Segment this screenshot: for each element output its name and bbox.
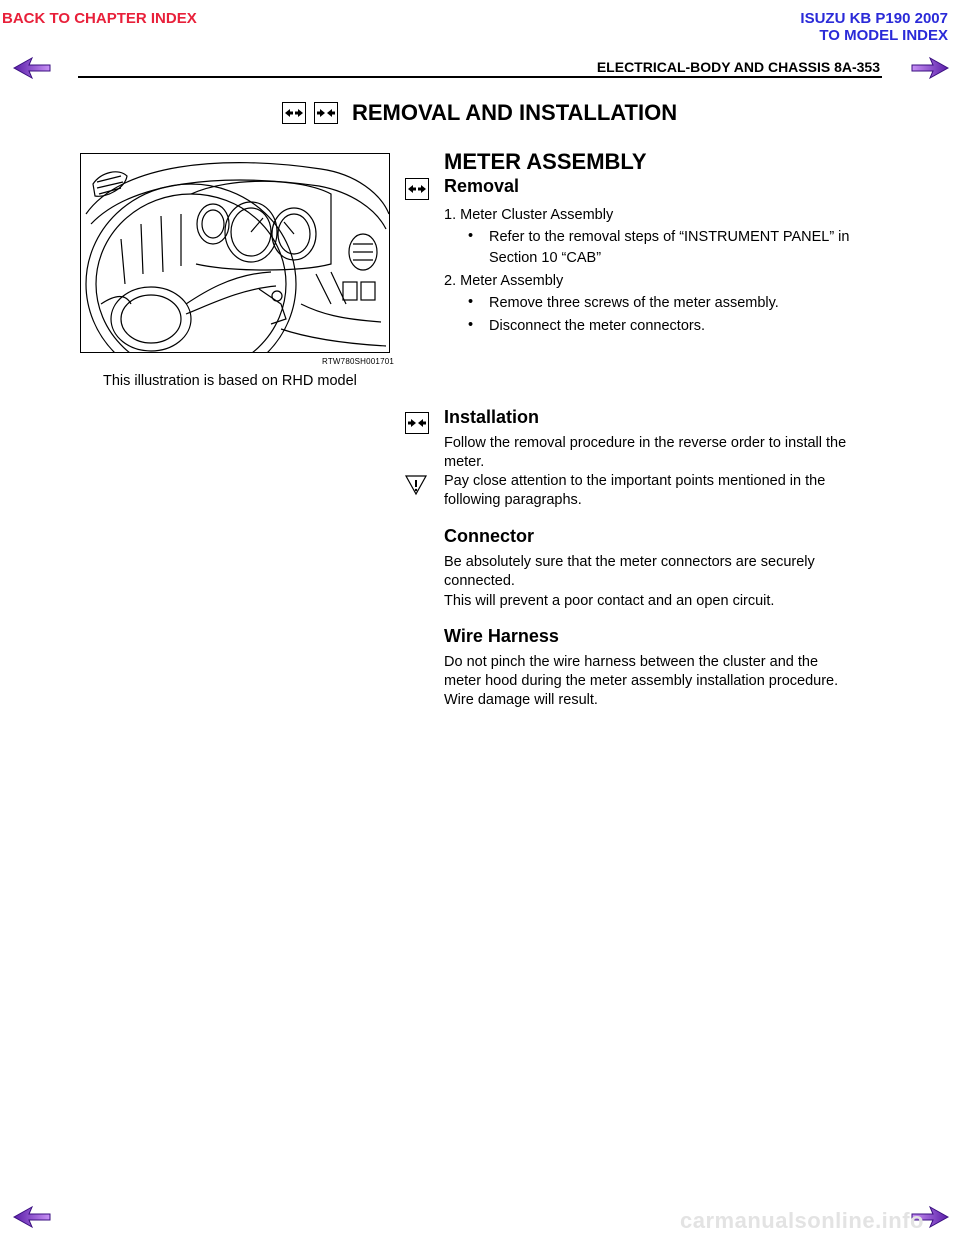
header-divider xyxy=(78,76,882,78)
main-title: REMOVAL AND INSTALLATION xyxy=(352,100,678,125)
caution-triangle-icon xyxy=(404,474,428,496)
model-line: ISUZU KB P190 2007 xyxy=(800,10,948,27)
installation-line-3: Pay close attention to the important points mentioned in the xyxy=(444,473,826,489)
installation-line-1: Follow the removal procedure in the reverse order to install the xyxy=(444,435,847,451)
watermark: carmanualsonline.info xyxy=(680,1208,924,1233)
section-header-title: ELECTRICAL-BODY AND CHASSIS 8A-353 xyxy=(596,59,880,75)
removal-step-2-bullet-1: Remove three screws of the meter assembly. xyxy=(489,295,779,311)
installation-line-2: meter. xyxy=(444,454,485,470)
removal-step-1-bullet-1-line-1: Refer to the removal steps of “INSTRUMENT PANEL” in xyxy=(489,229,850,245)
previous-page-arrow-icon[interactable] xyxy=(12,1205,52,1229)
figure-label: RTW780SH001701 xyxy=(322,357,395,366)
connector-line-3: This will prevent a poor contact and an open circuit. xyxy=(444,593,775,609)
removal-step-2-bullet-2: Disconnect the meter connectors. xyxy=(489,318,705,334)
wire-harness-line-3: Wire damage will result. xyxy=(444,692,598,708)
bullet-dot: • xyxy=(468,317,474,333)
installation-arrows-icon xyxy=(314,102,338,124)
installation-heading: Installation xyxy=(444,407,540,427)
bullet-dot: • xyxy=(468,228,474,244)
meter-assembly-illustration xyxy=(80,153,390,353)
back-to-chapter-index-link[interactable]: BACK TO CHAPTER INDEX xyxy=(2,10,197,27)
removal-step-2: 2. Meter Assembly xyxy=(444,273,564,289)
wire-harness-line-1: Do not pinch the wire harness between the cluster and the xyxy=(444,654,819,670)
wire-harness-heading: Wire Harness xyxy=(444,626,559,646)
previous-page-arrow-icon[interactable] xyxy=(12,56,52,80)
model-index-block[interactable] xyxy=(800,10,948,44)
connector-line-1: Be absolutely sure that the meter connectors are securely xyxy=(444,554,815,570)
removal-arrows-icon xyxy=(405,178,429,200)
connector-line-2: connected. xyxy=(444,573,515,589)
figure-caption: This illustration is based on RHD model xyxy=(103,373,357,389)
installation-arrows-icon xyxy=(405,412,429,434)
wire-harness-line-2: meter hood during the meter assembly installation procedure. xyxy=(444,673,839,689)
removal-step-1-bullet-1-line-2: Section 10 “CAB” xyxy=(489,250,602,266)
removal-heading: Removal xyxy=(444,176,520,196)
to-model-index-link[interactable]: TO MODEL INDEX xyxy=(819,27,948,44)
dashboard-drawing xyxy=(81,154,390,353)
bullet-dot: • xyxy=(468,294,474,310)
removal-step-1: 1. Meter Cluster Assembly xyxy=(444,207,614,223)
section-title: METER ASSEMBLY xyxy=(444,149,647,174)
installation-line-4: following paragraphs. xyxy=(444,492,582,508)
next-page-arrow-icon[interactable] xyxy=(910,56,950,80)
removal-arrows-icon xyxy=(282,102,306,124)
connector-heading: Connector xyxy=(444,526,534,546)
